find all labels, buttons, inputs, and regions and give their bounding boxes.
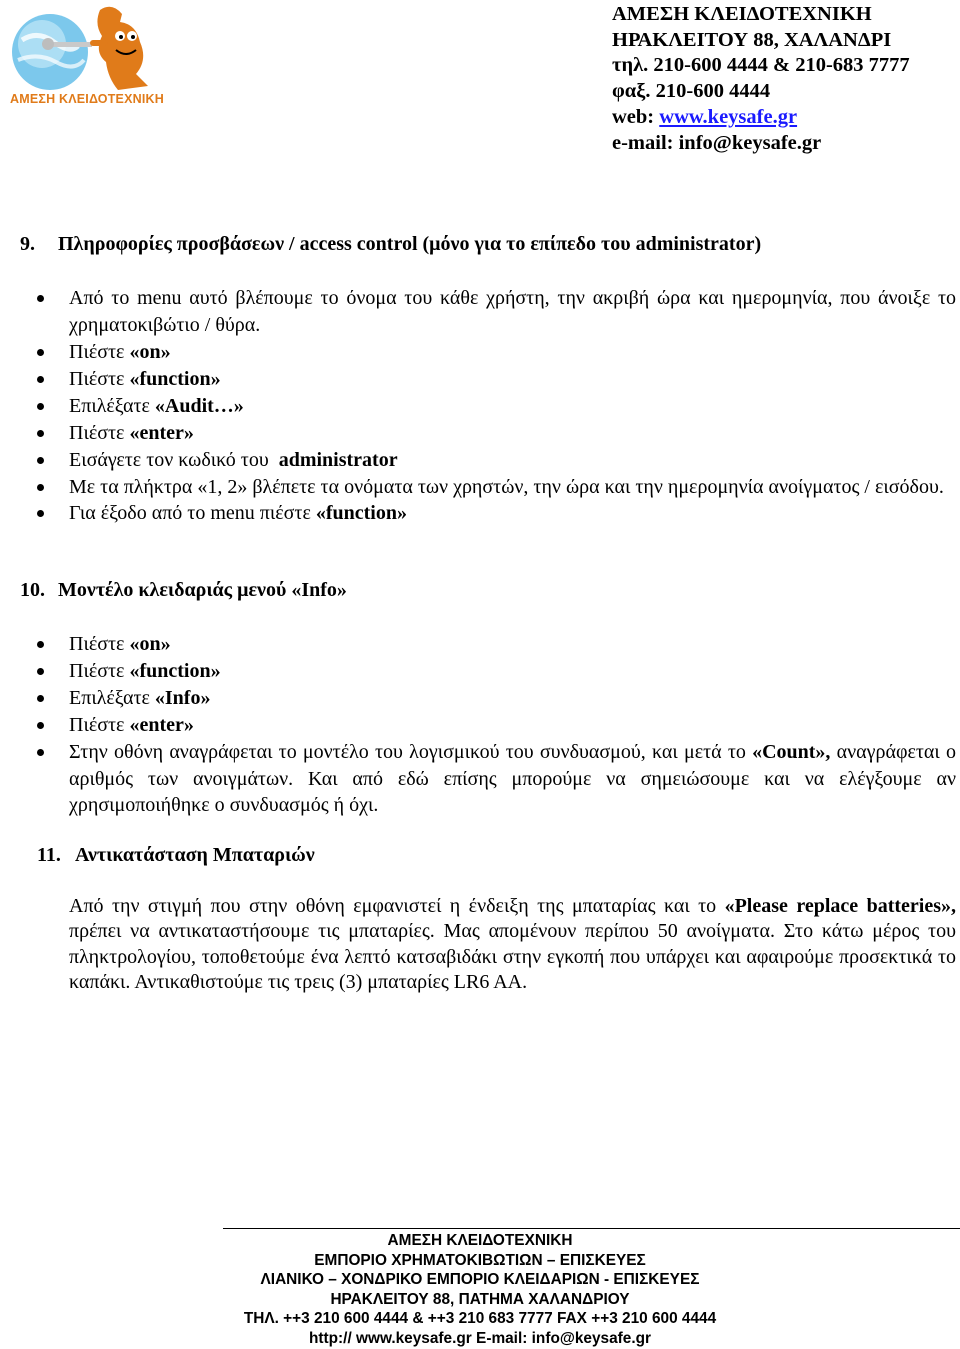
logo-graphic bbox=[8, 2, 178, 97]
footer-line: ΛΙΑΝΙΚΟ – ΧΟΝΔΡΙΚΟ ΕΜΠΟΡΙΟ ΚΛΕΙΔΑΡΙΩΝ - ΕΠΙΣΚΕΥΕΣ bbox=[260, 1271, 700, 1288]
list-item: Στην οθόνη αναγράφεται το μοντέλο του λογισμικού του συνδυασμού, και μετά το «Count», αναγράφεται ο αριθμός των ανοιγμάτων. Και από εδώ επίσης μπορούμε να σημειώσουμε και να ελέγξουμε αν χρησιμοποιήθηκε ο συνδυασμός ή όχι. bbox=[37, 739, 956, 819]
list-item: Πιέστε «function» bbox=[37, 658, 956, 685]
website-link[interactable]: www.keysafe.gr bbox=[659, 105, 798, 128]
company-address: ΗΡΑΚΛΕΙΤΟΥ 88, ΧΑΛΑΝΔΡΙ bbox=[612, 28, 892, 51]
footer-divider bbox=[223, 1228, 960, 1229]
list-item: Εισάγετε τον κωδικό του administrator bbox=[37, 447, 956, 474]
logo-caption: ΑΜΕΣΗ ΚΛΕΙΔΟΤΕΧΝΙΚΗ bbox=[10, 92, 164, 106]
company-fax: φαξ. 210-600 4444 bbox=[612, 80, 771, 103]
list-item: Από το menu αυτό βλέπουμε το όνομα του κάθε χρήστη, την ακριβή ώρα και ημερομηνία, που άνοιξε το χρηματοκιβώτιο / θύρα. bbox=[37, 285, 956, 338]
footer-line: http:// www.keysafe.gr E-mail: info@keysafe.gr bbox=[309, 1329, 651, 1347]
list-item: Πιέστε «on» bbox=[37, 339, 956, 366]
list-item: Πιέστε «enter» bbox=[37, 420, 956, 447]
footer-line: ΤΗΛ. ++3 210 600 4444 & ++3 210 683 7777 FAX ++3 210 600 4444 bbox=[243, 1310, 717, 1327]
company-name: ΑΜΕΣΗ ΚΛΕΙΔΟΤΕΧΝΙΚΗ bbox=[612, 3, 872, 25]
company-email: e-mail: info@keysafe.gr bbox=[612, 131, 822, 154]
section-10-list bbox=[37, 631, 956, 819]
list-item: Πιέστε «function» bbox=[37, 366, 956, 393]
section-9-heading: 9. Πληροφορίες προσβάσεων / access control (μόνο για το επίπεδο του administrator) bbox=[20, 233, 762, 255]
list-item: Πιέστε «on» bbox=[37, 631, 956, 658]
section-11-heading: 11. Αντικατάσταση Μπαταριών bbox=[37, 844, 315, 866]
footer-line: ΑΜΕΣΗ ΚΛΕΙΔΟΤΕΧΝΙΚΗ bbox=[387, 1232, 573, 1249]
list-item: Με τα πλήκτρα «1, 2» βλέπετε τα ονόματα των χρηστών, την ώρα και την ημερομηνία ανοίγματος / εισόδου. bbox=[37, 474, 956, 501]
company-web: web: www.keysafe.gr bbox=[612, 105, 798, 128]
company-info bbox=[612, 2, 910, 156]
footer-line: ΗΡΑΚΛΕΙΤΟΥ 88, ΠΑΤΗΜΑ ΧΑΛΑΝΔΡΙΟΥ bbox=[330, 1290, 630, 1308]
list-item: Για έξοδο από το menu πιέστε «function» bbox=[37, 500, 956, 527]
list-item: Επιλέξατε «Audit…» bbox=[37, 393, 956, 420]
list-item: Πιέστε «enter» bbox=[37, 712, 956, 739]
mascot-figure bbox=[97, 7, 148, 90]
page-footer bbox=[0, 1231, 960, 1348]
footer-line: ΕΜΠΟΡΙΟ ΧΡΗΜΑΤΟΚΙΒΩΤΙΩΝ – ΕΠΙΣΚΕΥΕΣ bbox=[314, 1251, 646, 1269]
key-icon bbox=[48, 42, 92, 47]
company-phone: τηλ. 210-600 4444 & 210-683 7777 bbox=[612, 54, 910, 77]
section-9-list bbox=[37, 285, 956, 527]
section-11-paragraph: Από την στιγμή που στην οθόνη εμφανιστεί η ένδειξη της μπαταρίας και το «Please replace batteries», πρέπει να αντικαταστήσουμε τις μπαταρίες. Μας απομένουν περίπου 50 ανοίγματα. Στο κάτω μέρος του πληκτρολογίου, τοποθετούμε ένα λεπτό κατσαβιδάκι στην εγκοπή που υπάρχει και αφαιρούμε προσεκτικά το καπάκι. Αντικαθιστούμε τις τρεις (3) μπαταρίες LR6 AA. bbox=[69, 895, 956, 994]
section-10-heading: 10. Μοντέλο κλειδαριάς μενού «Info» bbox=[20, 579, 347, 601]
list-item: Επιλέξατε «Info» bbox=[37, 685, 956, 712]
